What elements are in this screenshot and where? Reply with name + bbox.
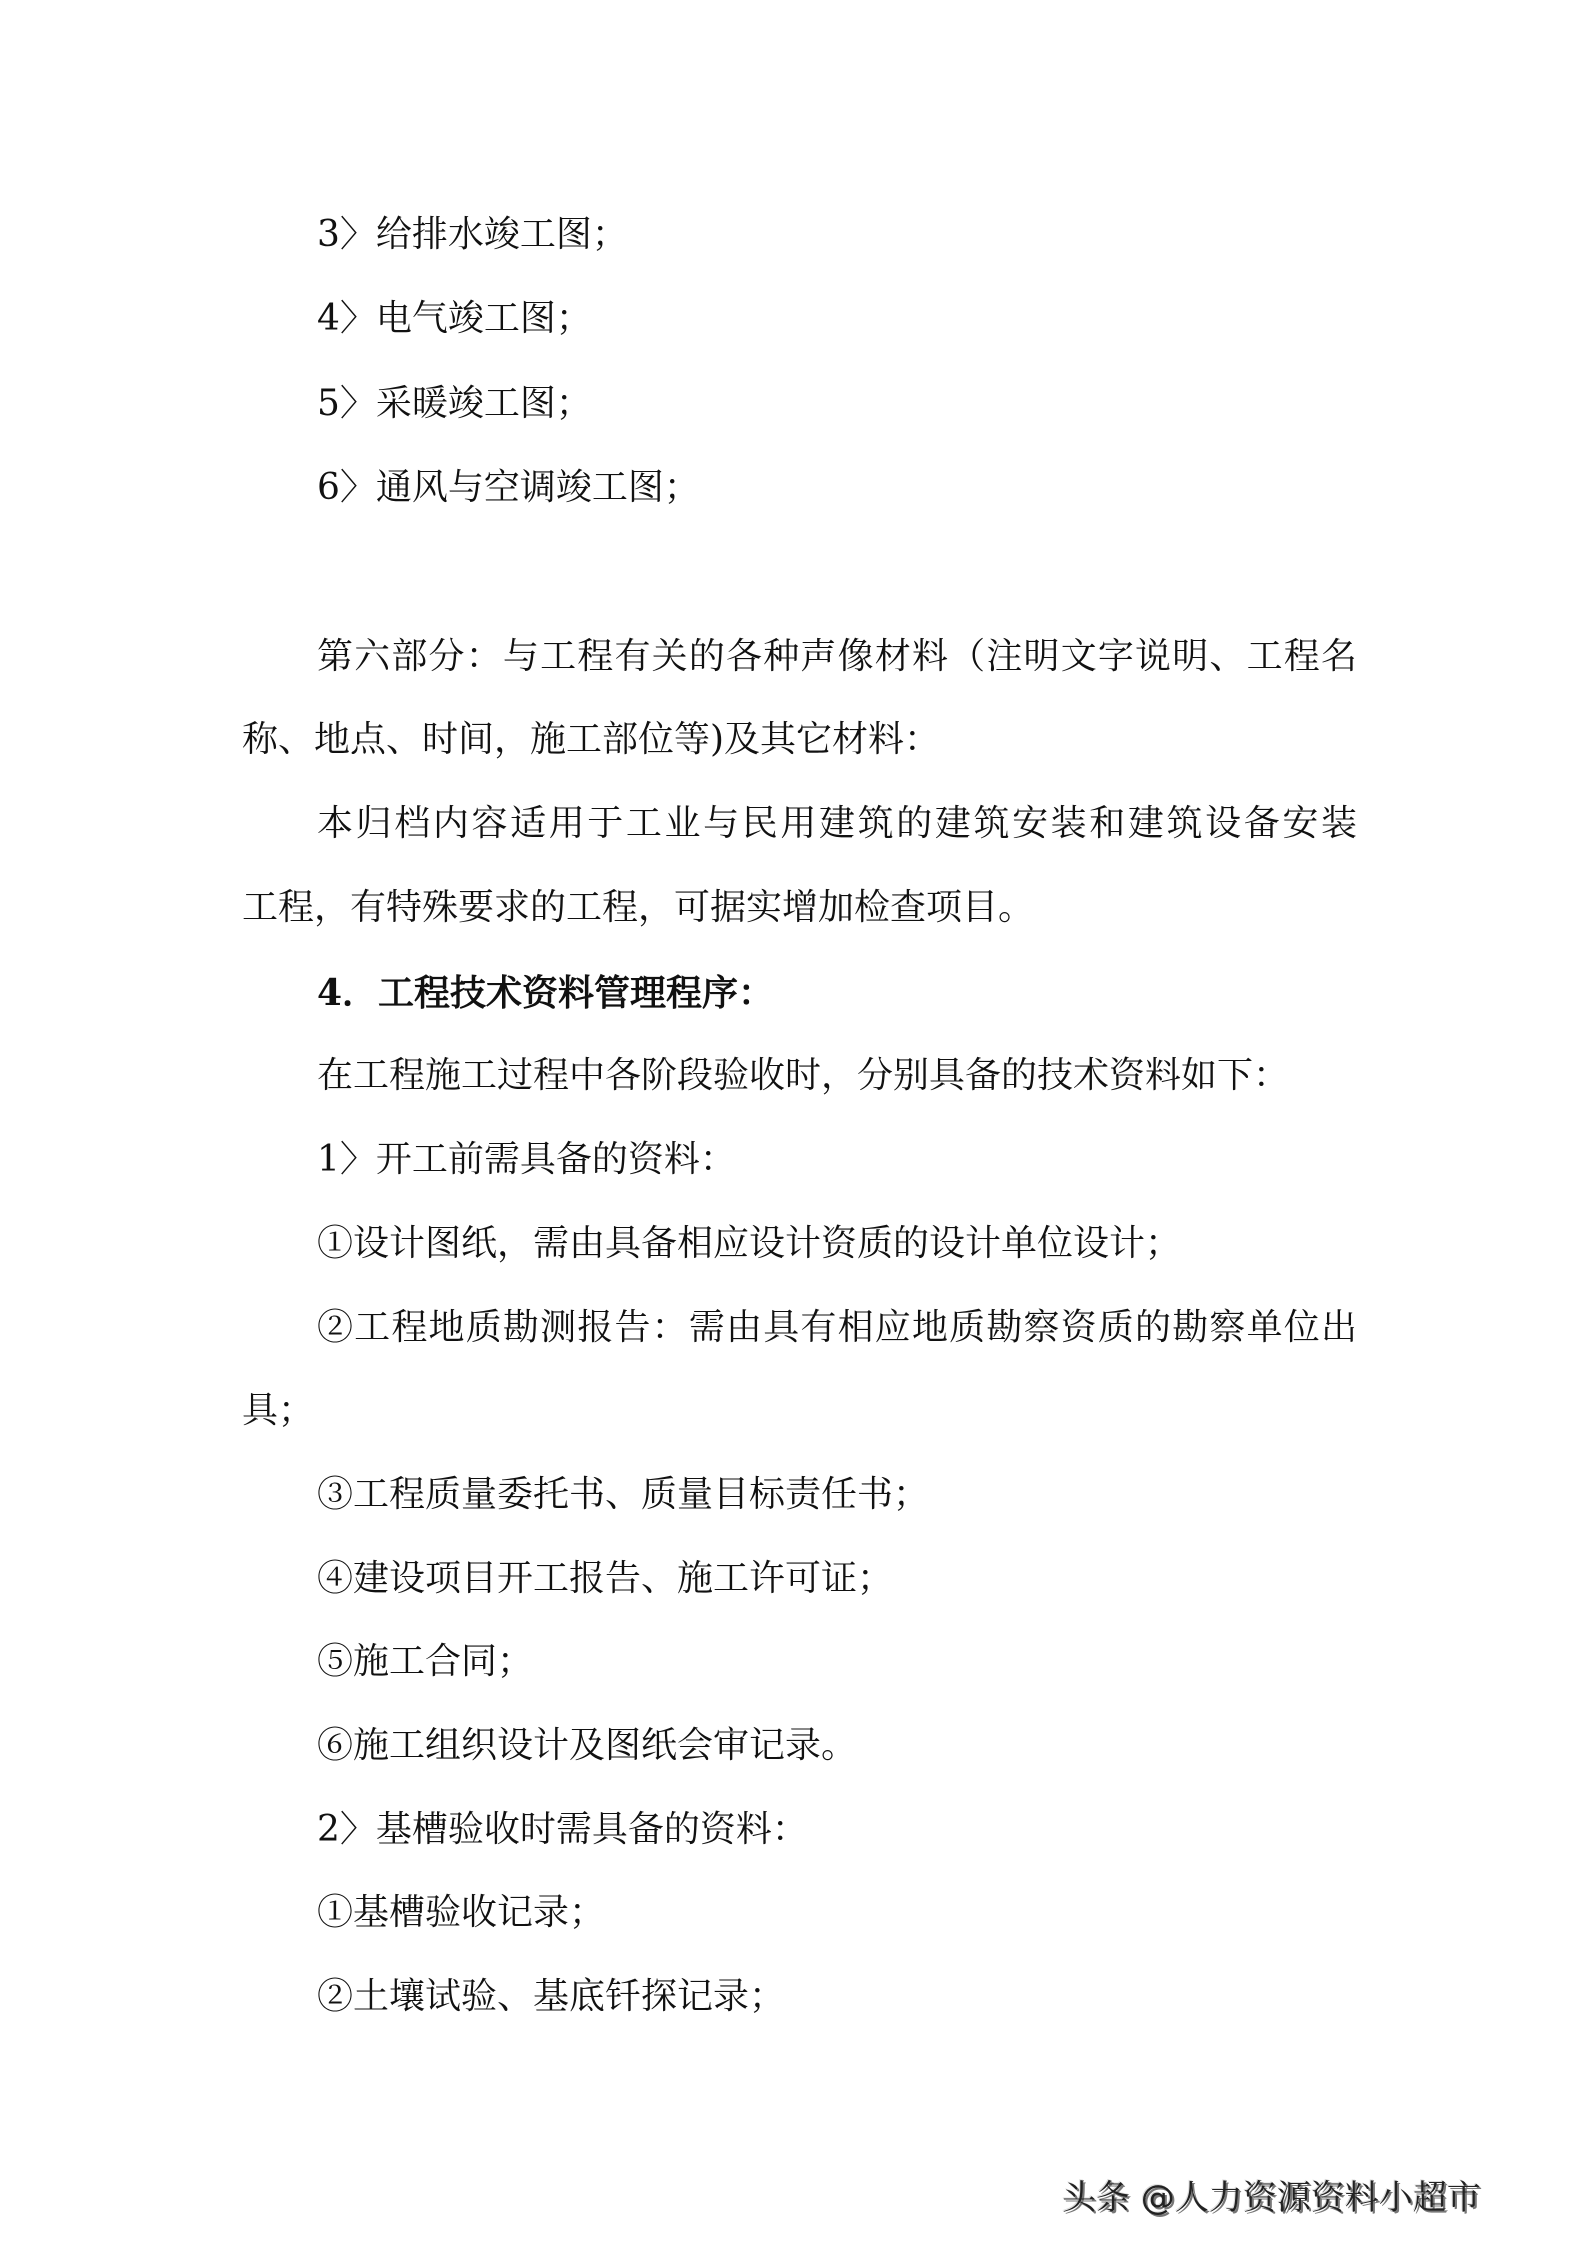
list-item: ②土壤试验、基底钎探记录； — [317, 1976, 786, 2017]
list-item: ⑤施工合同； — [317, 1641, 534, 1682]
list-item-drawing-5: 5〉采暖竣工图； — [317, 383, 592, 424]
paragraph-part6-line2: 称、地点、时间，施工部位等)及其它材料： — [242, 719, 941, 760]
list-item-continuation: 具； — [242, 1390, 315, 1431]
paragraph-intro: 在工程施工过程中各阶段验收时，分别具备的技术资料如下： — [317, 1055, 1290, 1096]
paragraph-scope-line1: 本归档内容适用于工业与民用建筑的建筑安装和建筑设备安装 — [317, 803, 1357, 844]
list-item: ④建设项目开工报告、施工许可证； — [317, 1558, 894, 1599]
list-item-drawing-3: 3〉给排水竣工图； — [317, 214, 628, 255]
list-item: ③工程质量委托书、质量目标责任书； — [317, 1474, 930, 1515]
paragraph-part6-line1: 第六部分：与工程有关的各种声像材料（注明文字说明、工程名 — [317, 636, 1357, 677]
subheading-pre-construction: 1〉开工前需具备的资料： — [317, 1139, 736, 1180]
section-heading: 4．工程技术资料管理程序： — [317, 972, 775, 1014]
list-item: ②工程地质勘测报告：需由具有相应地质勘察资质的勘察单位出 — [317, 1307, 1357, 1348]
list-item-drawing-6: 6〉通风与空调竣工图； — [317, 467, 700, 508]
list-item: ①基槽验收记录； — [317, 1892, 606, 1933]
list-item: ①设计图纸，需由具备相应设计资质的设计单位设计； — [317, 1223, 1182, 1264]
watermark: 头条 @人力资源资料小超市 — [1062, 2178, 1481, 2218]
list-item: ⑥施工组织设计及图纸会审记录。 — [317, 1725, 858, 1766]
subheading-foundation: 2〉基槽验收时需具备的资料： — [317, 1809, 808, 1850]
list-item-drawing-4: 4〉电气竣工图； — [317, 298, 592, 339]
paragraph-scope-line2: 工程，有特殊要求的工程，可据实增加检查项目。 — [242, 887, 1035, 928]
